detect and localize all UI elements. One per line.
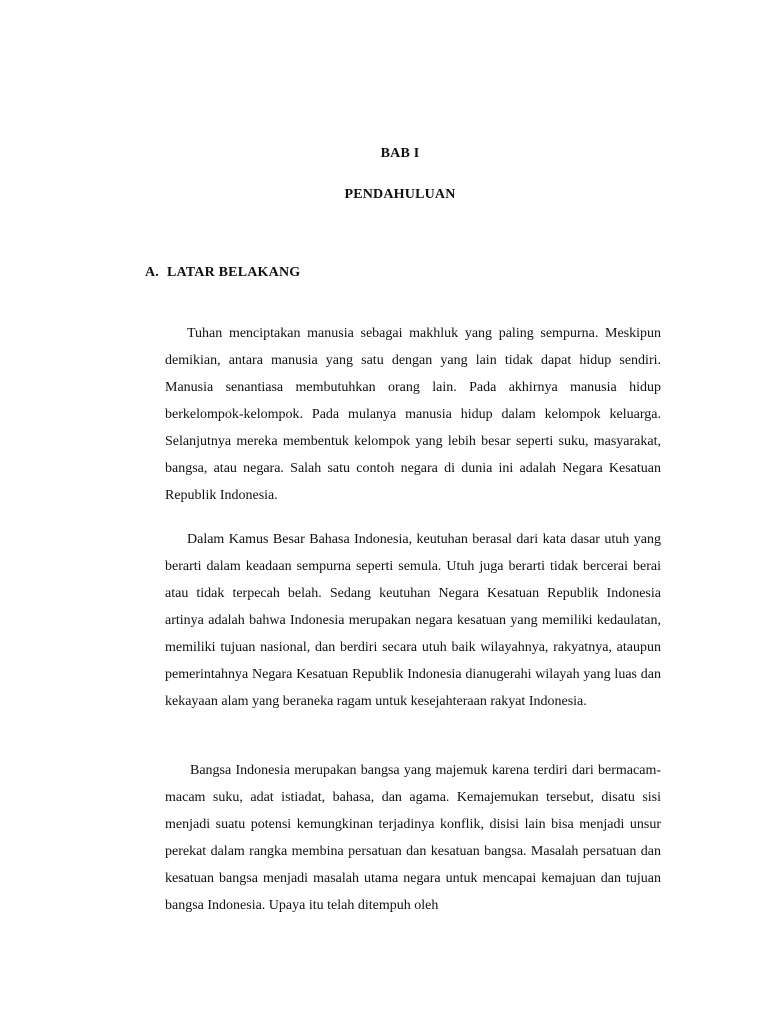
section-title: LATAR BELAKANG [167,265,301,280]
section-heading [145,265,300,281]
section-marker: A. [145,265,160,280]
chapter-title: PENDAHULUAN [344,187,456,202]
paragraph: Bangsa Indonesia merupakan bangsa yang majemuk karena terdiri dari bermacam-macam suku, adat istiadat, bahasa, dan agama. Kemajemukan tersebut, disatu sisi menjadi suatu potensi kemungkinan terjadinya konflik, disisi lain bisa menjadi unsur perekat dalam rangka membina persatuan dan kesatuan bangsa. Masalah persatuan dan kesatuan bangsa menjadi masalah utama negara untuk mencapai kemajuan dan tujuan bangsa Indonesia. Upaya itu telah ditempuh oleh [165,763,661,913]
paragraph: Tuhan menciptakan manusia sebagai makhluk yang paling sempurna. Meskipun demikian, antara manusia yang satu dengan yang lain tidak dapat hidup sendiri. Manusia senantiasa membutuhkan orang lain. Pada akhirnya manusia hidup berkelompok-kelompok. Pada mulanya manusia hidup dalam kelompok keluarga. Selanjutnya mereka membentuk kelompok yang lebih besar seperti suku, masyarakat, bangsa, atau negara. Salah satu contoh negara di dunia ini adalah Negara Kesatuan Republik Indonesia. [165,326,661,503]
chapter-number: BAB I [380,146,420,161]
paragraph: Dalam Kamus Besar Bahasa Indonesia, keutuhan berasal dari kata dasar utuh yang berarti dalam keadaan sempurna seperti semula. Utuh juga berarti tidak bercerai berai atau tidak terpecah belah. Sedang keutuhan Negara Kesatuan Republik Indonesia artinya adalah bahwa Indonesia merupakan negara kesatuan yang memiliki kedaulatan, memiliki tujuan nasional, dan berdiri secara utuh baik wilayahnya, rakyatnya, ataupun pemerintahnya Negara Kesatuan Republik Indonesia dianugerahi wilayah yang luas dan kekayaan alam yang beraneka ragam untuk kesejahteraan rakyat Indonesia. [165,532,661,709]
